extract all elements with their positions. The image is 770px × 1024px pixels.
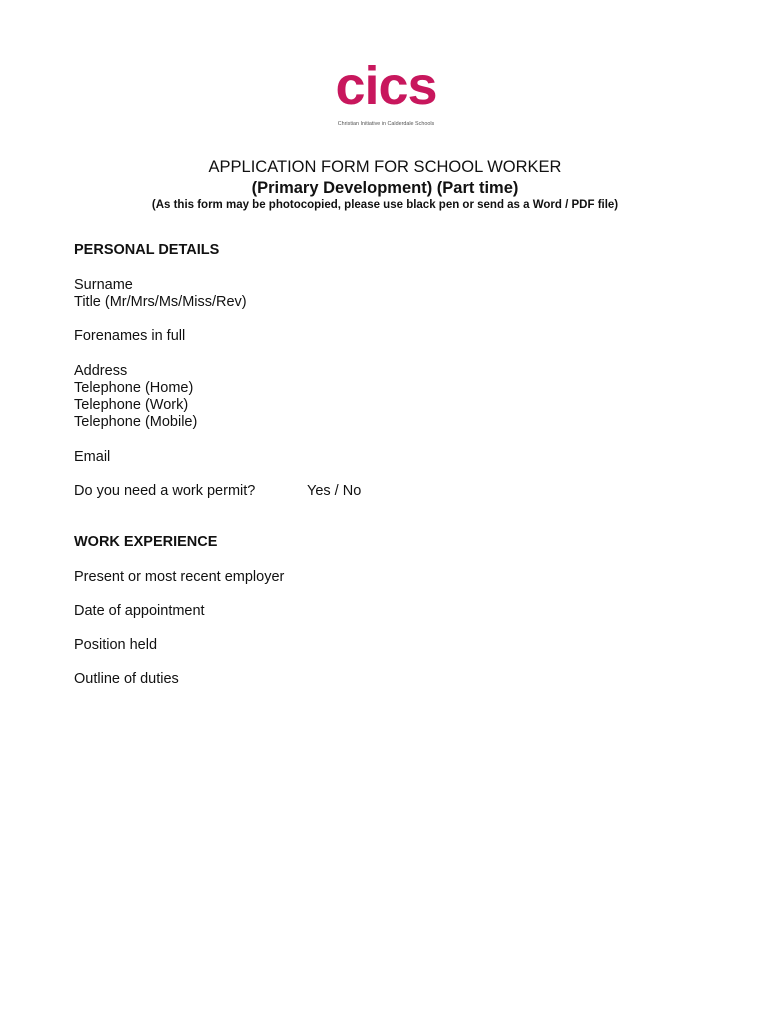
outline-of-duties-label: Outline of duties: [74, 671, 179, 687]
personal-details-heading: PERSONAL DETAILS: [74, 242, 220, 258]
title-label: Title (Mr/Mrs/Ms/Miss/Rev): [74, 294, 247, 310]
forenames-label: Forenames in full: [74, 328, 186, 344]
appointment-date-label: Date of appointment: [74, 603, 205, 619]
address-label: Address: [74, 363, 128, 379]
position-held-label: Position held: [74, 637, 158, 653]
email-label: Email: [74, 449, 111, 465]
form-subtitle: (Primary Development) (Part time): [251, 179, 519, 197]
form-instructions: (As this form may be photocopied, please use black pen or send as a Word / PDF file): [151, 199, 619, 211]
employer-label: Present or most recent employer: [74, 569, 285, 585]
cics-logo: [308, 56, 464, 132]
telephone-work-label: Telephone (Work): [74, 397, 189, 413]
work-permit-label: Do you need a work permit?: [74, 483, 256, 499]
form-title: APPLICATION FORM FOR SCHOOL WORKER: [208, 158, 562, 176]
surname-label: Surname: [74, 277, 133, 293]
telephone-mobile-label: Telephone (Mobile): [74, 414, 198, 430]
logo-tagline: Christian Initiative in Calderdale Schools: [337, 121, 435, 127]
work-experience-heading: WORK EXPERIENCE: [74, 534, 218, 550]
logo-wordmark: cics: [335, 56, 437, 116]
work-permit-options: Yes / No: [307, 483, 362, 499]
telephone-home-label: Telephone (Home): [74, 380, 194, 396]
